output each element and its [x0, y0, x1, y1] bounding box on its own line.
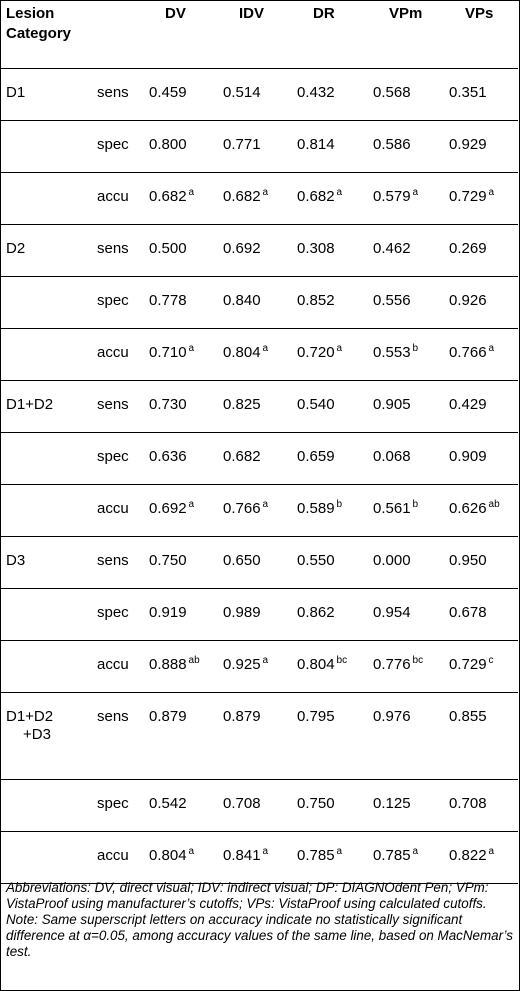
- value-cell: [369, 120, 445, 172]
- value: 0.659: [297, 447, 335, 465]
- value: 0.682: [223, 447, 261, 465]
- value-cell: [145, 779, 219, 831]
- value: 0.692: [149, 499, 187, 517]
- value: 0.888: [149, 655, 187, 673]
- table-row: [0, 224, 518, 276]
- value: 0.905: [373, 395, 411, 413]
- metric-label: accu: [93, 484, 145, 536]
- value-cell: [369, 779, 445, 831]
- significance-superscript: a: [262, 845, 269, 857]
- significance-superscript: a: [336, 845, 343, 857]
- value: 0.125: [373, 794, 411, 812]
- value-cell: [293, 640, 369, 692]
- value: 0.855: [449, 707, 487, 725]
- value-cell: [445, 640, 518, 692]
- value: 0.879: [149, 707, 187, 725]
- value: 0.568: [373, 83, 411, 101]
- value-cell: [219, 328, 293, 380]
- lesion-category: D1+D2: [6, 395, 54, 413]
- lesion-category-cell: [0, 224, 93, 276]
- value: 0.589: [297, 499, 335, 517]
- value: 0.650: [223, 551, 261, 569]
- value-cell: [219, 276, 293, 328]
- value: 0.540: [297, 395, 335, 413]
- header-dv: DV: [145, 0, 219, 68]
- lesion-category-cell: [0, 120, 93, 172]
- value-cell: [145, 328, 219, 380]
- value-cell: [369, 640, 445, 692]
- significance-superscript: a: [488, 342, 495, 354]
- value: 0.776: [373, 655, 411, 673]
- value: 0.976: [373, 707, 411, 725]
- value: 0.459: [149, 83, 187, 101]
- value-cell: [219, 588, 293, 640]
- value: 0.852: [297, 291, 335, 309]
- significance-superscript: a: [262, 342, 269, 354]
- value: 0.785: [297, 846, 335, 864]
- value-cell: [445, 224, 518, 276]
- value-cell: [369, 692, 445, 779]
- value-cell: [293, 536, 369, 588]
- header-metric: [93, 0, 145, 68]
- value: 0.682: [223, 187, 261, 205]
- value-cell: [219, 484, 293, 536]
- value: 0.462: [373, 239, 411, 257]
- significance-superscript: a: [336, 342, 343, 354]
- value: 0.825: [223, 395, 261, 413]
- value: 0.766: [449, 343, 487, 361]
- significance-superscript: b: [336, 498, 343, 510]
- value-cell: [219, 831, 293, 883]
- table-row: [0, 484, 518, 536]
- lesion-category-cell: [0, 484, 93, 536]
- table-row: [0, 588, 518, 640]
- significance-superscript: ab: [488, 498, 500, 510]
- value: 0.514: [223, 83, 261, 101]
- footnote-note: Note: Same superscript letters on accuracy indicate no statistically significant difference at α=0.05, among accuracy values of the same line, based on MacNemar’s test.: [6, 912, 513, 959]
- value: 0.771: [223, 135, 261, 153]
- metric-label: spec: [93, 276, 145, 328]
- metric-label: spec: [93, 120, 145, 172]
- lesion-category-cell: [0, 536, 93, 588]
- value: 0.822: [449, 846, 487, 864]
- value-cell: [445, 276, 518, 328]
- value: 0.785: [373, 846, 411, 864]
- value: 0.909: [449, 447, 487, 465]
- value-cell: [445, 380, 518, 432]
- value-cell: [219, 640, 293, 692]
- value: 0.626: [449, 499, 487, 517]
- value: 0.542: [149, 794, 187, 812]
- value-cell: [445, 484, 518, 536]
- value-cell: [219, 692, 293, 779]
- value: 0.795: [297, 707, 335, 725]
- value-cell: [369, 224, 445, 276]
- value: 0.429: [449, 395, 487, 413]
- table-row: [0, 68, 518, 120]
- lesion-category-cell: [0, 380, 93, 432]
- value: 0.682: [297, 187, 335, 205]
- value: 0.841: [223, 846, 261, 864]
- value-cell: [145, 276, 219, 328]
- value: 0.926: [449, 291, 487, 309]
- value-cell: [445, 328, 518, 380]
- value: 0.919: [149, 603, 187, 621]
- header-category-label: Category: [6, 25, 72, 42]
- value: 0.778: [149, 291, 187, 309]
- value-cell: [293, 380, 369, 432]
- value-cell: [219, 380, 293, 432]
- metric-label: sens: [93, 224, 145, 276]
- table-row: [0, 640, 518, 692]
- lesion-category-cell: [0, 779, 93, 831]
- value-cell: [145, 432, 219, 484]
- value: 0.750: [297, 794, 335, 812]
- lesion-category: D2: [6, 239, 26, 257]
- table-row: [0, 328, 518, 380]
- significance-superscript: a: [188, 498, 195, 510]
- value-cell: [219, 120, 293, 172]
- metric-label: accu: [93, 328, 145, 380]
- metric-label: spec: [93, 779, 145, 831]
- value: 0.804: [149, 846, 187, 864]
- value-cell: [145, 484, 219, 536]
- table-row: [0, 831, 518, 883]
- value: 0.708: [223, 794, 261, 812]
- value-cell: [369, 328, 445, 380]
- value-cell: [145, 536, 219, 588]
- metric-label: sens: [93, 68, 145, 120]
- value: 0.729: [449, 655, 487, 673]
- header-dr: DR: [293, 0, 369, 68]
- table-row: [0, 779, 518, 831]
- value-cell: [145, 588, 219, 640]
- value: 0.269: [449, 239, 487, 257]
- value-cell: [369, 380, 445, 432]
- value-cell: [145, 172, 219, 224]
- header-idv: IDV: [219, 0, 293, 68]
- table-body: [0, 68, 518, 883]
- value: 0.000: [373, 551, 411, 569]
- significance-superscript: ab: [188, 654, 200, 666]
- value: 0.989: [223, 603, 261, 621]
- value-cell: [145, 68, 219, 120]
- value-cell: [445, 588, 518, 640]
- value-cell: [445, 536, 518, 588]
- lesion-category-cell: [0, 68, 93, 120]
- value: 0.925: [223, 655, 261, 673]
- lesion-category-cell: [0, 328, 93, 380]
- metric-label: accu: [93, 640, 145, 692]
- significance-superscript: a: [188, 186, 195, 198]
- header-vpm: VPm: [369, 0, 445, 68]
- table-row: [0, 536, 518, 588]
- significance-superscript: a: [188, 342, 195, 354]
- value: 0.729: [449, 187, 487, 205]
- value: 0.682: [149, 187, 187, 205]
- lesion-category-cell: [0, 172, 93, 224]
- value-cell: [293, 120, 369, 172]
- value: 0.879: [223, 707, 261, 725]
- table-row: [0, 432, 518, 484]
- lesion-category-cell: [0, 831, 93, 883]
- significance-superscript: bc: [336, 654, 348, 666]
- value-cell: [445, 692, 518, 779]
- significance-superscript: bc: [412, 654, 424, 666]
- metric-label: accu: [93, 172, 145, 224]
- header-row: [0, 0, 518, 68]
- value-cell: [293, 588, 369, 640]
- value: 0.553: [373, 343, 411, 361]
- value-cell: [219, 432, 293, 484]
- significance-superscript: a: [262, 654, 269, 666]
- value-cell: [293, 432, 369, 484]
- value-cell: [219, 68, 293, 120]
- lesion-category-cell: [0, 432, 93, 484]
- value: 0.500: [149, 239, 187, 257]
- table-row: [0, 276, 518, 328]
- lesion-category: D3: [6, 551, 26, 569]
- value-cell: [145, 380, 219, 432]
- value-cell: [369, 831, 445, 883]
- value-cell: [219, 224, 293, 276]
- value-cell: [293, 484, 369, 536]
- metric-label: spec: [93, 588, 145, 640]
- value-cell: [445, 172, 518, 224]
- value-cell: [219, 779, 293, 831]
- value-cell: [293, 276, 369, 328]
- significance-superscript: c: [488, 654, 494, 666]
- value-cell: [145, 120, 219, 172]
- lesion-category: D1+D2: [6, 707, 54, 725]
- significance-superscript: a: [488, 845, 495, 857]
- value-cell: [219, 172, 293, 224]
- header-lesion-category: [0, 0, 93, 68]
- table-row: [0, 172, 518, 224]
- value-cell: [445, 68, 518, 120]
- significance-superscript: a: [488, 186, 495, 198]
- value-cell: [293, 224, 369, 276]
- lesion-category-line2: +D3: [23, 725, 51, 743]
- value-cell: [445, 779, 518, 831]
- value-cell: [369, 68, 445, 120]
- header-lesion-label: Lesion: [6, 5, 55, 22]
- value: 0.068: [373, 447, 411, 465]
- value-cell: [445, 432, 518, 484]
- value: 0.862: [297, 603, 335, 621]
- table-row: [0, 380, 518, 432]
- value-cell: [369, 484, 445, 536]
- value: 0.730: [149, 395, 187, 413]
- value: 0.804: [297, 655, 335, 673]
- value: 0.954: [373, 603, 411, 621]
- value: 0.351: [449, 83, 487, 101]
- significance-superscript: a: [336, 186, 343, 198]
- footnotes: [6, 880, 514, 960]
- value: 0.561: [373, 499, 411, 517]
- lesion-category-cell: [0, 588, 93, 640]
- value: 0.586: [373, 135, 411, 153]
- value-cell: [369, 536, 445, 588]
- value: 0.814: [297, 135, 335, 153]
- significance-superscript: a: [412, 845, 419, 857]
- metric-label: sens: [93, 692, 145, 779]
- table-row: [0, 120, 518, 172]
- lesion-category: D1: [6, 83, 26, 101]
- metric-label: sens: [93, 380, 145, 432]
- value: 0.308: [297, 239, 335, 257]
- value: 0.750: [149, 551, 187, 569]
- value: 0.840: [223, 291, 261, 309]
- value: 0.800: [149, 135, 187, 153]
- value: 0.766: [223, 499, 261, 517]
- value-cell: [145, 692, 219, 779]
- table-row: [0, 692, 518, 779]
- footnote-abbreviations: Abbreviations: DV, direct visual; IDV: indirect visual; DP: DIAGNOdent Pen; VPm: VistaProof using manufacturer’s cutoffs; VPs: VistaProof using calculated cutoffs.: [6, 880, 489, 911]
- value-cell: [369, 172, 445, 224]
- significance-superscript: b: [412, 498, 419, 510]
- value: 0.432: [297, 83, 335, 101]
- value-cell: [293, 68, 369, 120]
- value: 0.692: [223, 239, 261, 257]
- value: 0.710: [149, 343, 187, 361]
- value-cell: [145, 831, 219, 883]
- lesion-category-cell: [0, 692, 93, 779]
- value: 0.929: [449, 135, 487, 153]
- significance-superscript: a: [262, 186, 269, 198]
- value: 0.579: [373, 187, 411, 205]
- value: 0.556: [373, 291, 411, 309]
- lesion-category-cell: [0, 640, 93, 692]
- value: 0.950: [449, 551, 487, 569]
- value-cell: [293, 328, 369, 380]
- lesion-category-cell: [0, 276, 93, 328]
- value-cell: [445, 831, 518, 883]
- value-cell: [369, 588, 445, 640]
- metric-label: accu: [93, 831, 145, 883]
- metric-label: spec: [93, 432, 145, 484]
- value-cell: [369, 276, 445, 328]
- value-cell: [445, 120, 518, 172]
- significance-superscript: a: [262, 498, 269, 510]
- value: 0.720: [297, 343, 335, 361]
- value-cell: [219, 536, 293, 588]
- value: 0.678: [449, 603, 487, 621]
- significance-superscript: a: [188, 845, 195, 857]
- value-cell: [293, 831, 369, 883]
- value-cell: [369, 432, 445, 484]
- header-vps: VPs: [445, 0, 518, 68]
- significance-superscript: b: [412, 342, 419, 354]
- significance-superscript: a: [412, 186, 419, 198]
- value-cell: [293, 692, 369, 779]
- metric-label: sens: [93, 536, 145, 588]
- value-cell: [293, 172, 369, 224]
- value-cell: [145, 640, 219, 692]
- value: 0.804: [223, 343, 261, 361]
- value-cell: [293, 779, 369, 831]
- value-cell: [145, 224, 219, 276]
- value: 0.636: [149, 447, 187, 465]
- value: 0.708: [449, 794, 487, 812]
- value: 0.550: [297, 551, 335, 569]
